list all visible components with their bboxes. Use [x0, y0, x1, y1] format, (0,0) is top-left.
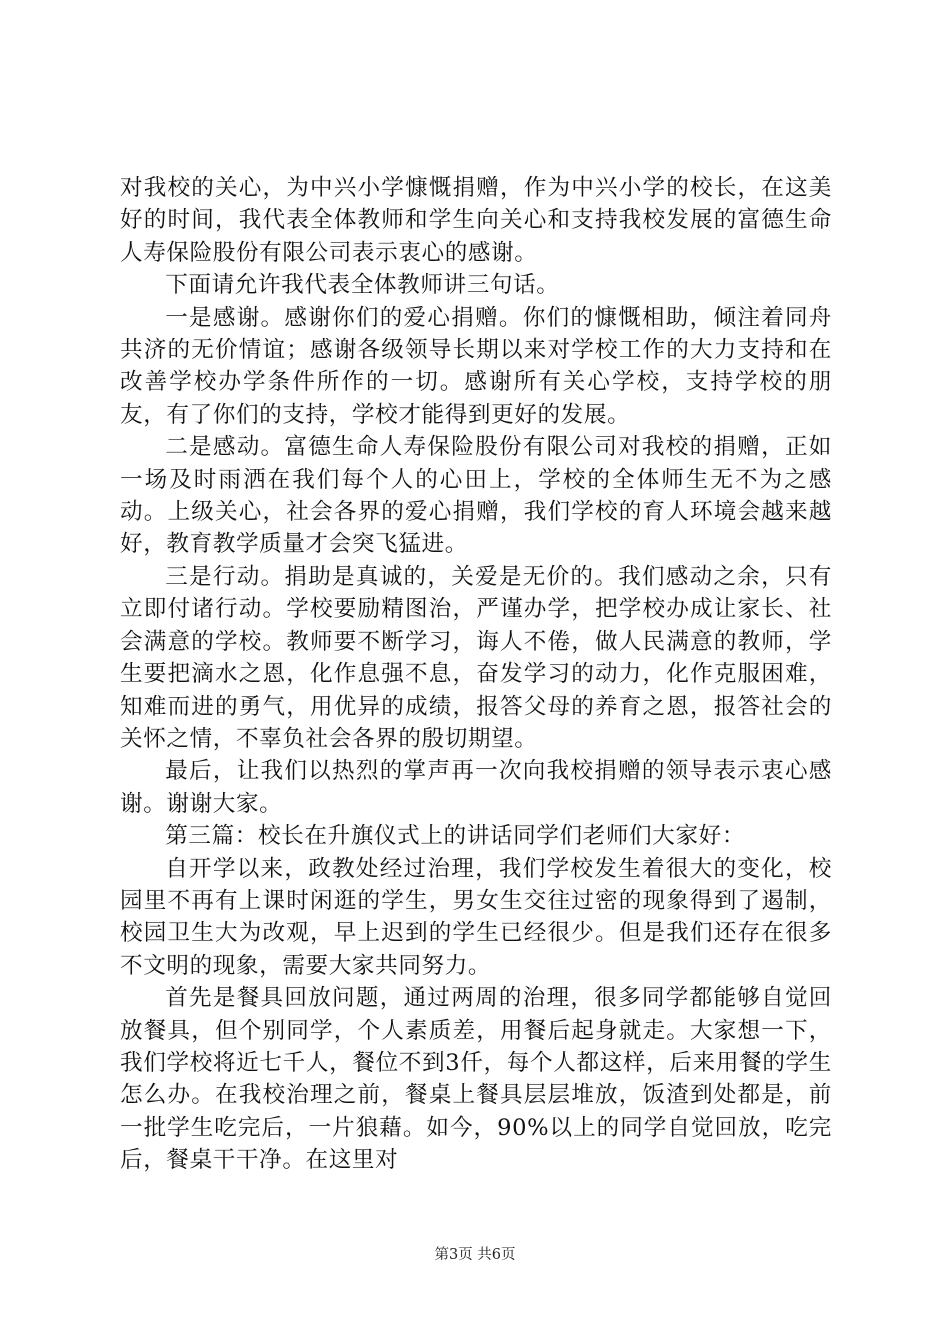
paragraph-6: 最后，让我们以热烈的掌声再一次向我校捐赠的领导表示衷心感谢。谢谢大家。	[120, 758, 832, 817]
paragraph-1: 对我校的关心，为中兴小学慷慨捐赠，作为中兴小学的校长，在这美好的时间，我代表全体教师和学生向关心和支持我校发展的富德生命人寿保险股份有限公司表示衷心的感谢。	[120, 175, 832, 266]
page-footer: 第3页 共6页	[434, 1247, 516, 1263]
paragraph-4: 二是感动。富德生命人寿保险股份有限公司对我校的捐赠，正如一场及时雨洒在我们每个人的心田上，学校的全体师生无不为之感动。上级关心，社会各界的爱心捐赠，我们学校的育人环境会越来越好，教育教学质量才会突飞猛进。	[120, 434, 832, 558]
paragraph-7: 自开学以来，政教处经过治理，我们学校发生着很大的变化，校园里不再有上课时闲逛的学生，男女生交往过密的现象得到了遏制，校园卫生大为改观，早上迟到的学生已经很少。但是我们还存在很多不文明的现象，需要大家共同努力。	[120, 855, 832, 979]
paragraph-3: 一是感谢。感谢你们的爱心捐赠。你们的慷慨相助，倾注着同舟共济的无价情谊；感谢各级领导长期以来对学校工作的大力支持和在改善学校办学条件所作的一切。感谢所有关心学校，支持学校的朋友，有了你们的支持，学校才能得到更好的发展。	[120, 304, 832, 428]
paragraph-2: 下面请允许我代表全体教师讲三句话。	[165, 272, 560, 299]
section-heading: 第三篇：校长在升旗仪式上的讲话同学们老师们大家好：	[165, 823, 746, 850]
document-body	[120, 172, 832, 1177]
paragraph-5: 三是行动。捐助是真诚的，关爱是无价的。我们感动之余，只有立即付诸行动。学校要励精图治，严谨办学，把学校办成让家长、社会满意的学校。教师要不断学习，诲人不倦，做人民满意的教师，学生要把滴水之恩，化作息强不息，奋发学习的动力，化作克服困难，知难而进的勇气，用优异的成绩，报答父母的养育之恩，报答社会的关怀之情，不辜负社会各界的殷切期望。	[120, 563, 832, 752]
paragraph-8: 首先是餐具回放问题，通过两周的治理，很多同学都能够自觉回放餐具，但个别同学，个人素质差，用餐后起身就走。大家想一下，我们学校将近七千人，餐位不到3仟，每个人都这样，后来用餐的学生怎么办。在我校治理之前，餐桌上餐具层层堆放，饭渣到处都是，前一批学生吃完后，一片狼藉。如今，90%以上的同学自觉回放，吃完后，餐桌干干净。在这里对	[120, 985, 832, 1174]
